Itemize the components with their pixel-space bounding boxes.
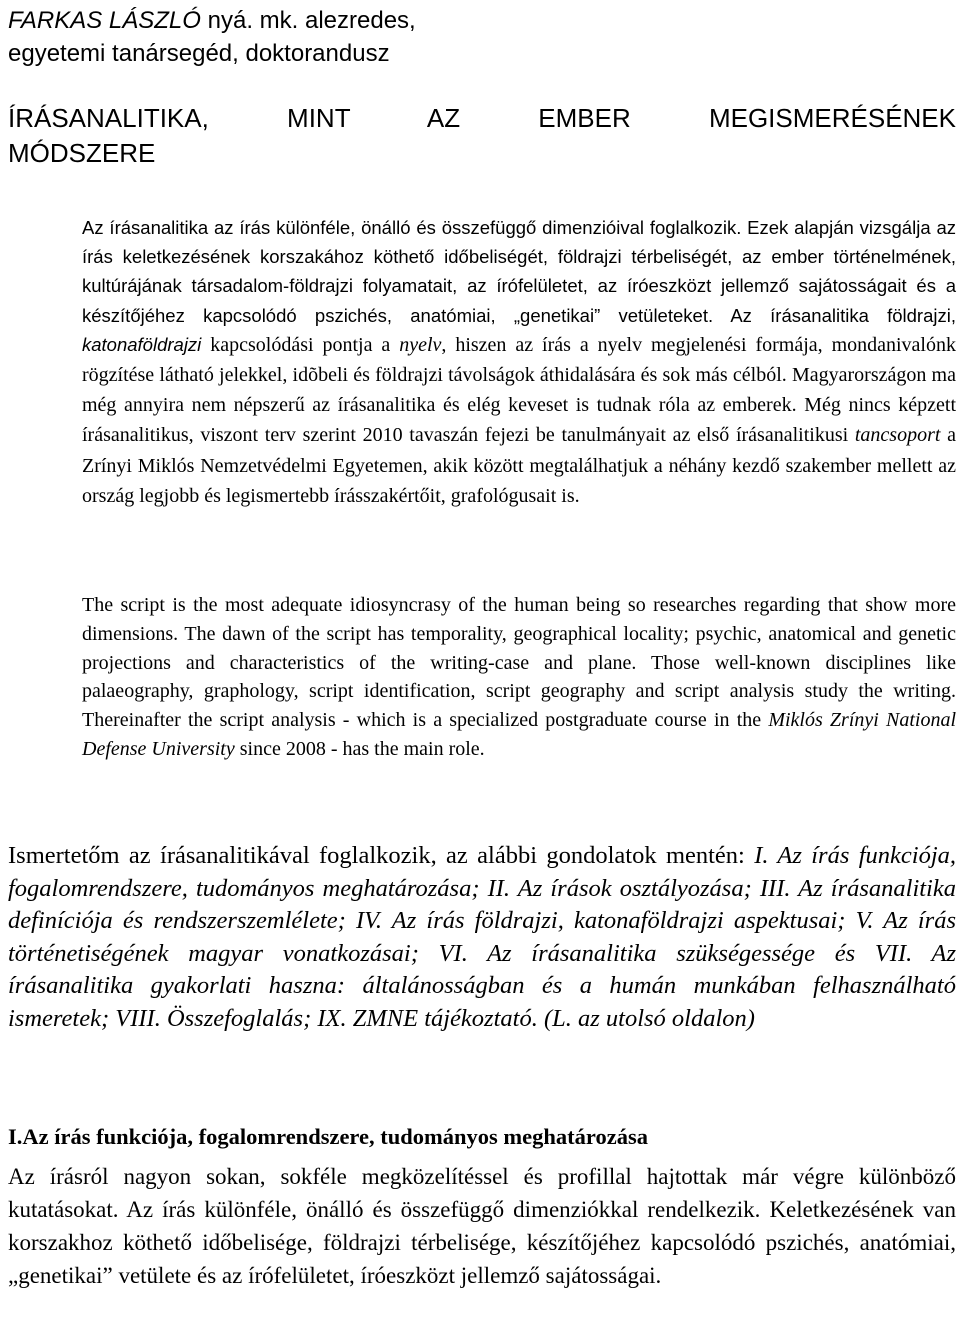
- abstract-hu-part2b: , hiszen az írás a nyelv megjelenési formája, mondanivalónk rögzítése látható jelekkel, idõbeli és földrajzi távolságok áthidalására és sok más célból. Magyarországon ma még annyira nem népszerű az írásanalitika és elég keveset is tudnak róla az emberek.: [82, 333, 956, 417]
- intro-lead: Ismertetőm az írásanalitikával foglalkozik, az alábbi gondolatok mentén:: [8, 842, 755, 869]
- paper-title-line2: MÓDSZERE: [8, 138, 156, 168]
- section-heading: I.Az írás funkciója, fogalomrendszere, tudományos meghatározása: [8, 1124, 648, 1149]
- abstract-en-italic: Miklós Zrínyi National Defense University: [82, 709, 956, 760]
- abstract-hu-italic2: nyelv: [399, 333, 442, 356]
- abstract-hu-italic1: katonaföldrajzi: [82, 333, 202, 355]
- intro-outline: I. Az írás funkciója, fogalomrendszere, tudományos meghatározása; II. Az írások osztályozása; III. Az írásanalitika definíciója és rendszerszemlélete; IV. Az írás földrajzi, katonaföldrajzi aspektusai; V. Az írás történetiségének magyar vonatkozásai; VI. Az írásanalitika szükségessége és VII. Az írásanalitika gyakorlati haszna: általánosságban és a humán munkában felhasználható ismeretek; VIII. Összefoglalás; IX. ZMNE tájékoztató. (L. az utolsó oldalon): [8, 842, 956, 1032]
- abstract-en-part-a: The script is the most adequate idiosyncrasy of the human being so researches regarding that show more dimensions. The dawn of the script has temporality, geographical locality; psychic, anatomical and genetic projections and characteristics of the writing-case and plane. Those well-known disciplines like palaeography, graphology, script identification, script geography and script analysis study the writing. Thereinafter the script analysis - which is a specialized postgraduate course in the: [82, 594, 956, 732]
- paper-title-line1: ÍRÁSANALITIKA, MINT AZ EMBER MEGISMERÉSÉNEK: [8, 103, 956, 133]
- author-line: [8, 4, 908, 37]
- abstract-hu-part3b: a Zrínyi Miklós Nemzetvédelmi Egyetemen, akik között megtalálhatjuk a néhány kezdő szakember mellett az ország legjobb és legismertebb írásszakértőit, grafológusait is.: [82, 424, 956, 507]
- abstract-hu-part2a: kapcsolódási pontja a: [201, 333, 400, 356]
- abstract-hungarian: [82, 213, 956, 511]
- author-position: egyetemi tanársegéd, doktorandusz: [8, 40, 390, 67]
- abstract-hu-italic3: tancsoport: [854, 424, 941, 447]
- author-name: FARKAS LÁSZLÓ: [8, 7, 201, 34]
- abstract-hu-part1: Az írásanalitika az írás különféle, önálló és összefüggő dimenzióival foglalkozik. Ezek alapján vizsgálja az írás keletkezésének korszakához köthető időbeliségét, földrajzi térbeliségét, az ember történelmének, kultúrájának társadalom-földrajzi folyamatait, az írófelületet, az íróeszközt jellemző sajátosságait és a készítőjéhez kapcsolódó pszichés, anatómiai, „genetikai” vetületeket. Az írásanalitika földrajzi,: [82, 217, 956, 326]
- abstract-english: [82, 591, 956, 764]
- intro-paragraph: [8, 840, 956, 1036]
- author-rank: nyá. mk. alezredes,: [200, 7, 416, 34]
- abstract-hu-part3a: Még nincs képzett írásanalitikus, viszont terv szerint 2010 tavaszán fejezi be tanulmányait az első írásanalitikusi: [82, 394, 957, 447]
- section-body: Az írásról nagyon sokan, sokféle megközelítéssel és profillal hajtottak már végre különböző kutatásokat. Az írás különféle, önálló és összefüggő dimenziókkal rendelkezik. Keletkezésének van korszakhoz köthető időbelisége, földrajzi térbelisége, készítőjéhez kapcsolódó pszichés, anatómiai, „genetikai” vetülete és az írófelületet, íróeszközt jellemző sajátosságai.: [8, 1164, 956, 1288]
- abstract-en-part-b: since 2008 - has the main role.: [234, 737, 485, 760]
- author-block: [8, 4, 908, 70]
